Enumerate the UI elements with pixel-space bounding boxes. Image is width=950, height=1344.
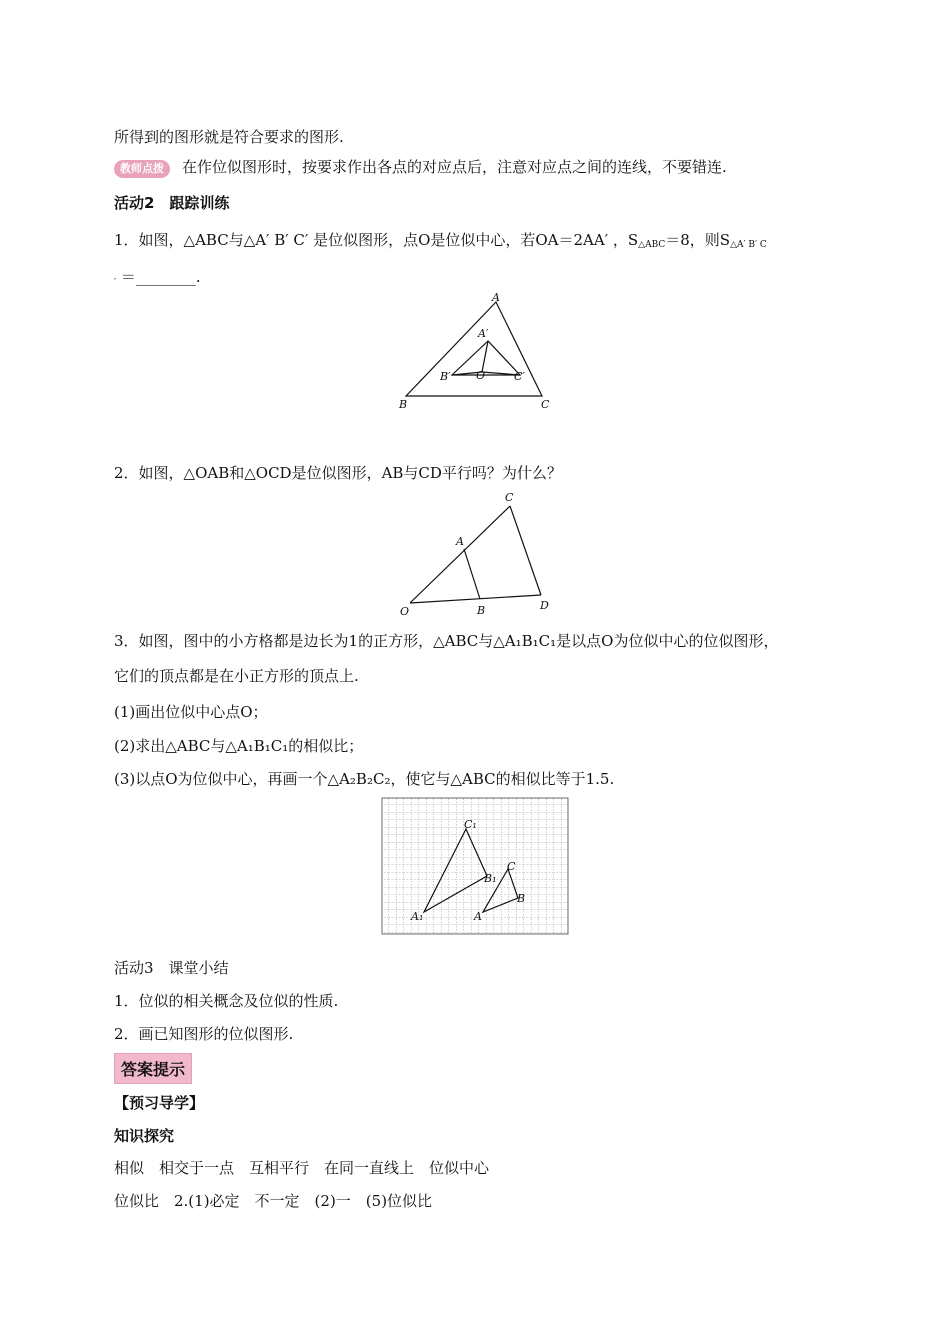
- preview-heading: 【预习导学】: [114, 1094, 205, 1112]
- figure-3-grid: [381, 797, 569, 935]
- fig3-label-A: A: [474, 910, 482, 923]
- fig3-label-C1: C₁: [464, 818, 477, 831]
- fig2-label-O: O: [400, 605, 410, 618]
- q1-blank: ＝________.: [116, 268, 201, 286]
- fig3-label-A1: A₁: [411, 910, 424, 923]
- summary-1: 1．位似的相关概念及位似的性质.: [114, 992, 339, 1010]
- fig1-label-B-prime: B′: [440, 370, 451, 383]
- fig1-label-A: A: [492, 291, 500, 304]
- fig2-label-C: C: [505, 491, 514, 504]
- q1-text-b: ＝8，则S: [665, 231, 731, 249]
- answer-line-2: 位似比 2.(1)必定 不一定 (2)一 (5)位似比: [114, 1192, 433, 1210]
- question-1-continued: [114, 266, 201, 294]
- fig1-label-O: O: [476, 369, 486, 382]
- summary-2: 2．画已知图形的位似图形.: [114, 1025, 294, 1043]
- question-2: 2．如图，△OAB和△OCD是位似图形，AB与CD平行吗？为什么？: [114, 464, 562, 482]
- fig2-label-B: B: [477, 604, 486, 617]
- q1-prime-sub: ′: [114, 278, 117, 288]
- q1-subscript-abc: △ABC: [638, 240, 666, 250]
- fig1-label-C-prime: C′: [514, 370, 525, 383]
- teacher-tip-text: 在作位似图形时，按要求作出各点的对应点后，注意对应点之间的连线，不要错连.: [182, 158, 727, 176]
- question-1: [114, 229, 767, 256]
- figure-2-oab-ocd: [395, 488, 565, 618]
- fig1-label-A-prime: A′: [478, 327, 489, 340]
- activity-2-heading: 活动2 跟踪训练: [114, 194, 230, 212]
- text-line-1: 所得到的图形就是符合要求的图形.: [114, 128, 344, 146]
- question-3-part-1: (1)画出位似中心点O；: [114, 703, 268, 721]
- knowledge-heading: 知识探究: [114, 1127, 175, 1145]
- teacher-tip: [114, 156, 727, 178]
- question-3-part-3: (3)以点O为位似中心，再画一个△A₂B₂C₂，使它与△ABC的相似比等于1.5.: [114, 770, 615, 788]
- q1-subscript-abc-prime: △A′ B′ C: [730, 240, 767, 250]
- fig2-label-A: A: [456, 535, 464, 548]
- teacher-tip-badge: 教师点拨: [114, 160, 170, 178]
- fig3-label-C: C: [507, 860, 516, 873]
- question-3-part-2: (2)求出△ABC与△A₁B₁C₁的相似比；: [114, 737, 364, 755]
- fig1-label-C: C: [541, 398, 550, 411]
- fig3-label-B1: B₁: [484, 872, 497, 885]
- figure-1-homothetic-triangles: [390, 290, 560, 415]
- answer-hints-badge: 答案提示: [114, 1053, 192, 1084]
- fig2-label-D: D: [540, 599, 549, 612]
- answer-line-1: 相似 相交于一点 互相平行 在同一直线上 位似中心: [114, 1159, 490, 1177]
- fig3-label-B: B: [517, 892, 526, 905]
- fig1-label-B: B: [399, 398, 408, 411]
- q1-text-a: 1．如图，△ABC与△A′ B′ C′ 是位似图形，点O是位似中心，若OA＝2AA′ ，S: [114, 231, 639, 249]
- question-3-line-1: 3．如图，图中的小方格都是边长为1的正方形，△ABC与△A₁B₁C₁是以点O为位似中心的位似图形，: [114, 632, 779, 650]
- activity-3-heading: 活动3 课堂小结: [114, 959, 229, 977]
- question-3-line-2: 它们的顶点都是在小正方形的顶点上.: [114, 667, 359, 685]
